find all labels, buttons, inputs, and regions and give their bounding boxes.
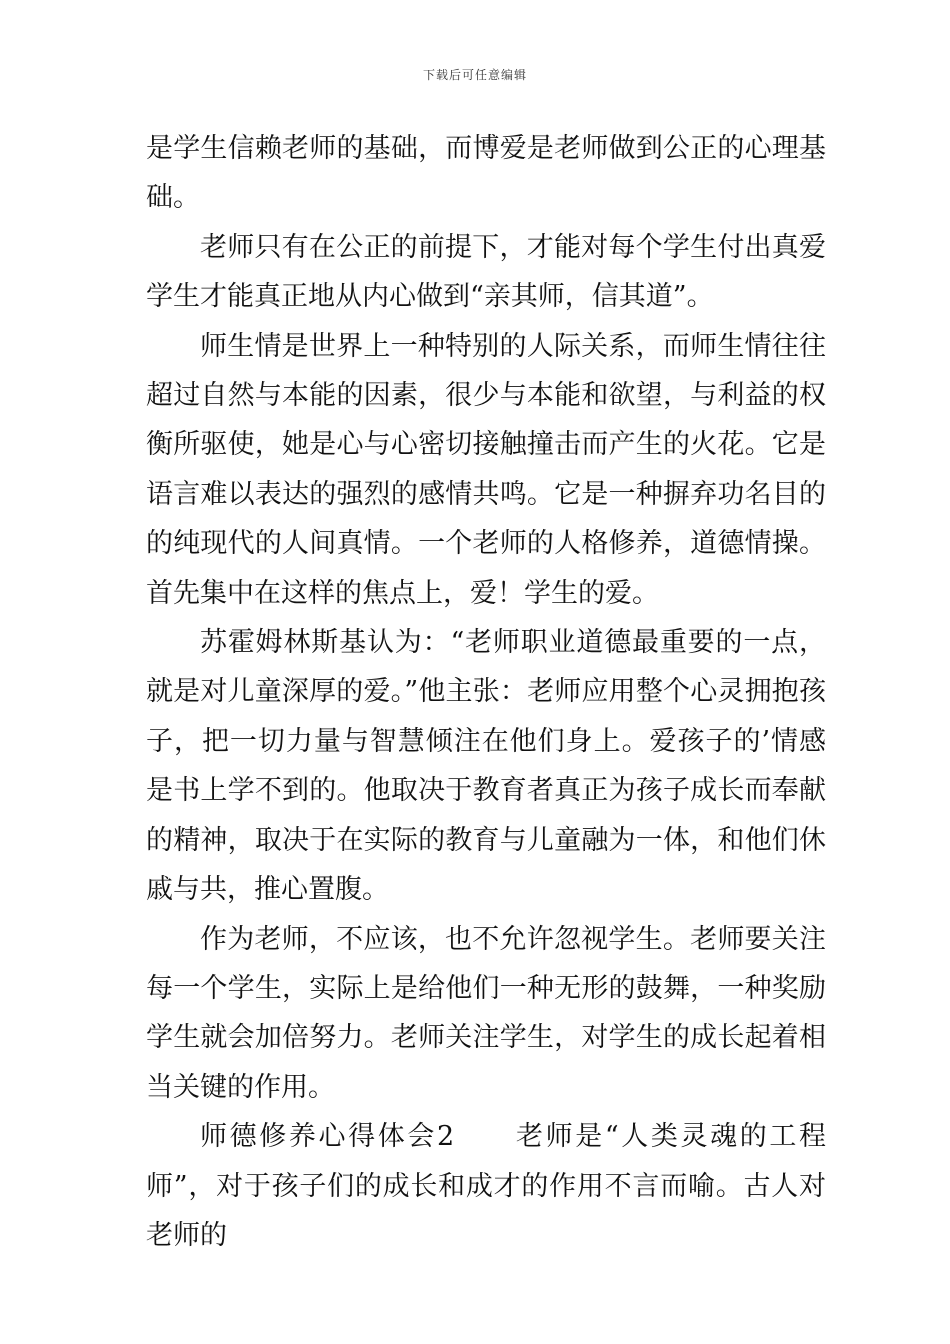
paragraph-3: 师生情是世界上一种特别的人际关系，而师生情往往超过自然与本能的因素，很少与本能和欲望，与利益的权衡所驱使，她是心与心密切接触撞击而产生的火花。它是语言难以表达的强烈的感情共鸣。它是一种摒弃功名目的的纯现代的人间真情。一个老师的人格修养，道德情操。首先集中在这样的焦点上，爱！学生的爱。 bbox=[146, 330, 826, 609]
paragraph-6: 师德修养心得体会2 老师是“人类灵魂的工程师”，对于孩子们的成长和成才的作用不言而喻。古人对老师的 bbox=[146, 1121, 826, 1251]
paragraph-1: 是学生信赖老师的基础，而博爱是老师做到公正的心理基础。 bbox=[146, 133, 826, 214]
document-body bbox=[146, 124, 826, 1260]
paragraph-4: 苏霍姆林斯基认为：“老师职业道德最重要的一点，就是对儿童深厚的爱。”他主张：老师应用整个心灵拥抱孩子，把一切力量与智慧倾注在他们身上。爱孩子的’情感是书上学不到的。他取决于教育者真正为孩子成长而奉献的精神，取决于在实际的教育与儿童融为一体，和他们休戚与共，推心置腹。 bbox=[146, 627, 826, 906]
paragraph-2: 老师只有在公正的前提下，才能对每个学生付出真爱学生才能真正地从内心做到“亲其师，信其道”。 bbox=[146, 231, 826, 313]
page-header: 下载后可任意编辑 bbox=[422, 68, 527, 82]
paragraph-5: 作为老师，不应该，也不允许忽视学生。老师要关注每一个学生，实际上是给他们一种无形的鼓舞，一种奖励学生就会加倍努力。老师关注学生，对学生的成长起着相当关键的作用。 bbox=[146, 923, 826, 1103]
